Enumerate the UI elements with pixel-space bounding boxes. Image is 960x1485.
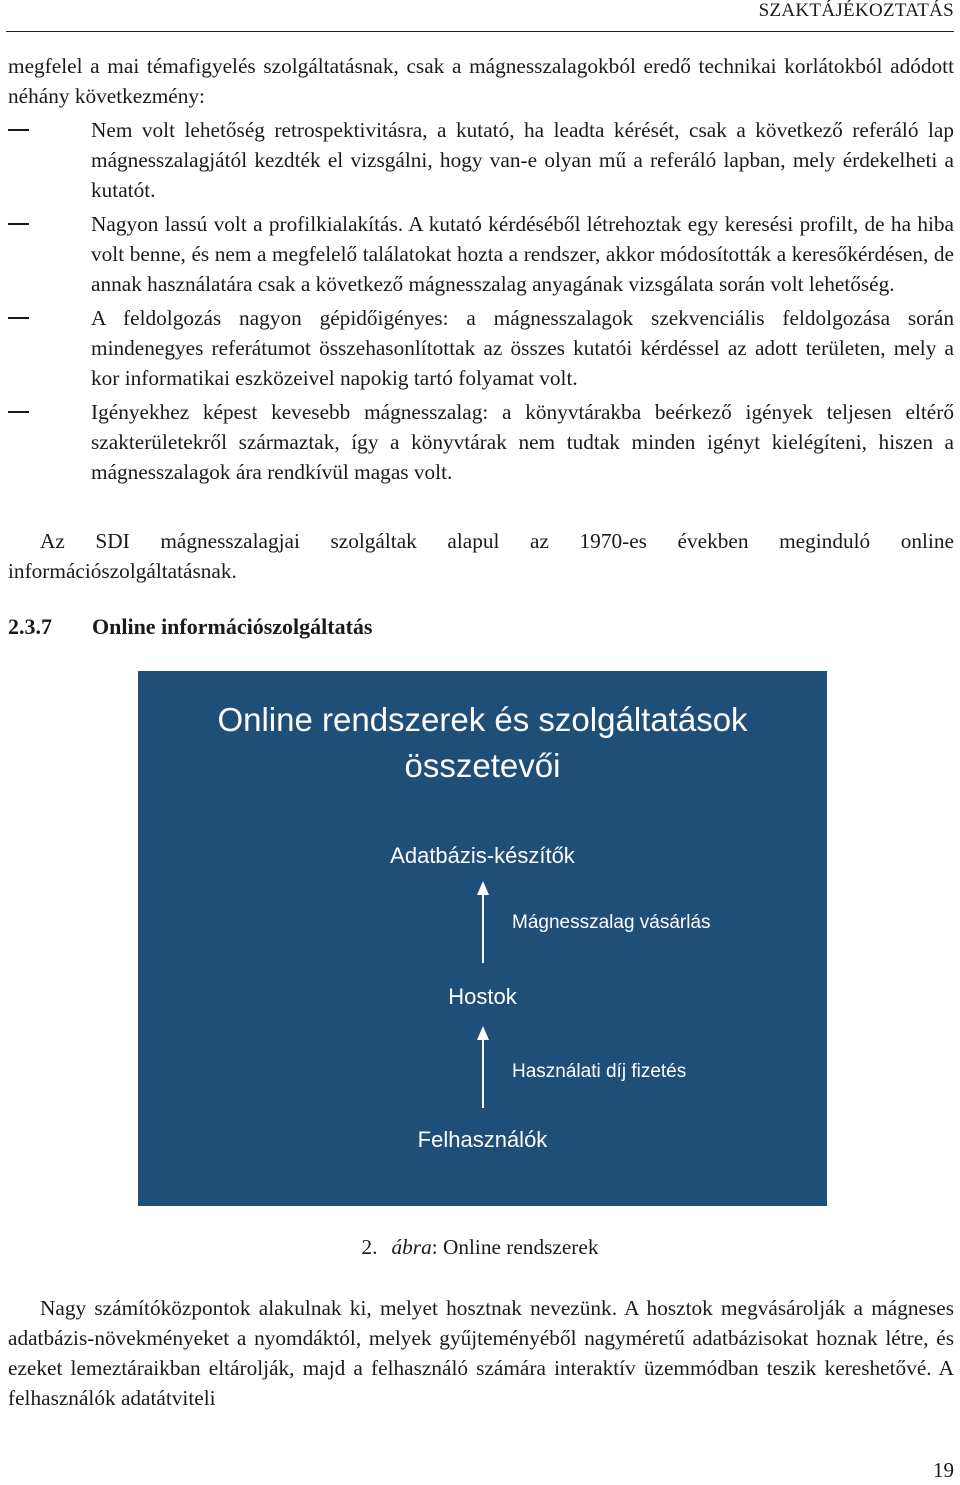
caption-label: ábra [391, 1235, 432, 1259]
header-rule [6, 31, 954, 32]
caption-number: 2. [361, 1235, 378, 1259]
section-title: Online információszolgáltatás [92, 614, 373, 639]
caption-text: : Online rendszerek [431, 1235, 599, 1259]
list-item [8, 397, 954, 487]
list-item-text: Nagyon lassú volt a profilkialakítás. A kutató kérdéséből létrehoztak egy keresési profilt, de ha hiba volt benne, és nem a megfelelő találatokat hozta a rendszer, akkor módosították a keresőkérdésen, de annak használatára csak a következő mágnesszalag anyagának vizsgálata során volt lehetőség. [91, 212, 954, 296]
intro-paragraph: megfelel a mai témafigyelés szolgáltatásnak, csak a mágnesszalagokból eredő technikai korlátokból adódott néhány következmény: [8, 54, 954, 108]
list-item [8, 303, 954, 393]
section-heading [8, 614, 372, 640]
node-database-producers: Adatbázis-készítők [390, 843, 575, 868]
figure-title-line2: összetevői [404, 747, 561, 784]
list-item [8, 209, 954, 299]
list-item-text: Nem volt lehetőség retrospektivitásra, a kutató, ha leadta kérését, csak a következő referáló lap mágnesszalagjától kezdték el vizsgálni, hogy van-e olyan mű a referáló lapban, mely érdekelheti a kutatót. [91, 118, 954, 202]
figure-diagram [138, 671, 827, 1206]
arrow-up-icon [477, 881, 489, 963]
running-header: SZAKTÁJÉKOZTATÁS [758, 0, 954, 21]
list-item-text: A feldolgozás nagyon gépidőigényes: a mágnesszalagok szekvenciális feldolgozása során mindenegyes referátumot összehasonlítottak az összes kutatói kérdéssel az adott területen, mely a kor informatikai eszközeivel napokig tartó folyamat volt. [91, 306, 954, 390]
dash-bullet-icon [8, 411, 29, 413]
dash-bullet-icon [8, 223, 29, 225]
dash-bullet-icon [8, 317, 29, 319]
section-number: 2.3.7 [8, 614, 52, 639]
bullet-list [8, 115, 954, 487]
hosts-paragraph: Nagy számítóközpontok alakulnak ki, melyet hosztnak nevezünk. A hosztok megvásárolják a mágneses adatbázis-növekményeket a nyomdáktól, melyek gyűjteményéből nagyméretű adatbázisokat hoznak létre, és ezeket lemeztáraikban eltárolják, majd a felhasználó számára interaktív üzemmódban teszik kereshetővé. A felhasználók adatátviteli [8, 1296, 954, 1410]
figure-caption [0, 1235, 960, 1260]
sdi-paragraph: Az SDI mágnesszalagjai szolgáltak alapul az 1970-es években meginduló online információszolgáltatásnak. [8, 529, 954, 583]
node-users: Felhasználók [417, 1127, 548, 1152]
diagram-arrows [138, 671, 827, 1206]
label-usage-fee: Használati díj fizetés [512, 1061, 687, 1082]
figure-title-line1: Online rendszerek és szolgáltatások [217, 701, 748, 738]
label-tape-purchase: Mágnesszalag vásárlás [512, 912, 711, 933]
node-hosts: Hostok [448, 984, 517, 1009]
list-item [8, 115, 954, 205]
dash-bullet-icon [8, 129, 29, 131]
list-item-text: Igényekhez képest kevesebb mágnesszalag: a könyvtárakba beérkező igények teljesen eltérő szakterületekről származtak, így a könyvtárak nem tudtak minden igényt kielégíteni, hiszen a mágnesszalagok ára rendkívül magas volt. [91, 400, 954, 484]
arrow-up-icon [477, 1026, 489, 1108]
page-number: 19 [933, 1458, 954, 1482]
